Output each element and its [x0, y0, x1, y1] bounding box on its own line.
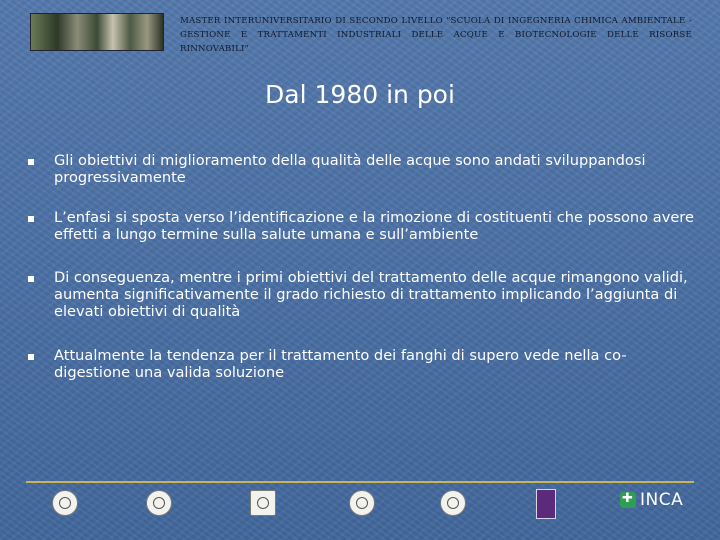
square-bullet-icon — [28, 216, 34, 222]
header-master-title: MASTER INTERUNIVERSITARIO DI SECONDO LIVELLO "SCUOLA DI INGEGNERIA CHIMICA AMBIENTALE - GESTIONE E TRATTAMENTI INDUSTRIALI DELLE ACQUE E BIOTECNOLOGIE DELLE RISORSE RINNOVABILI" — [180, 16, 692, 54]
bullet-text: Gli obiettivi di miglioramento della qualità delle acque sono andati sviluppandosi progressivamente — [54, 152, 646, 186]
university-seal-icon — [146, 490, 172, 516]
bullet-text: Attualmente la tendenza per il trattamento dei fanghi di supero vede nella co-digestione una valida soluzione — [54, 347, 627, 381]
square-bullet-icon — [28, 354, 34, 360]
square-bullet-icon — [28, 276, 34, 282]
bullet-text: Di conseguenza, mentre i primi obiettivi del trattamento delle acque rimangono validi, aumenta significativamente il grado richiesto di trattamento implicando l’aggiunta di elevati obiettivi di qualità — [54, 269, 688, 320]
inca-label: INCA — [640, 490, 684, 510]
bullet-text: L’enfasi si sposta verso l’identificazione e la rimozione di costituenti che possono avere effetti a lungo termine sulla salute umana e sull’ambiente — [54, 209, 694, 243]
university-crest-icon — [536, 489, 556, 519]
inca-logo — [620, 490, 684, 512]
square-bullet-icon — [28, 159, 34, 165]
footer-divider — [26, 481, 694, 483]
university-seal-icon — [440, 490, 466, 516]
inca-cross-icon — [620, 492, 636, 508]
slide-title: Dal 1980 in poi — [265, 80, 455, 109]
university-seal-icon — [349, 490, 375, 516]
university-emblem-icon — [250, 490, 276, 516]
university-seal-icon — [52, 490, 78, 516]
